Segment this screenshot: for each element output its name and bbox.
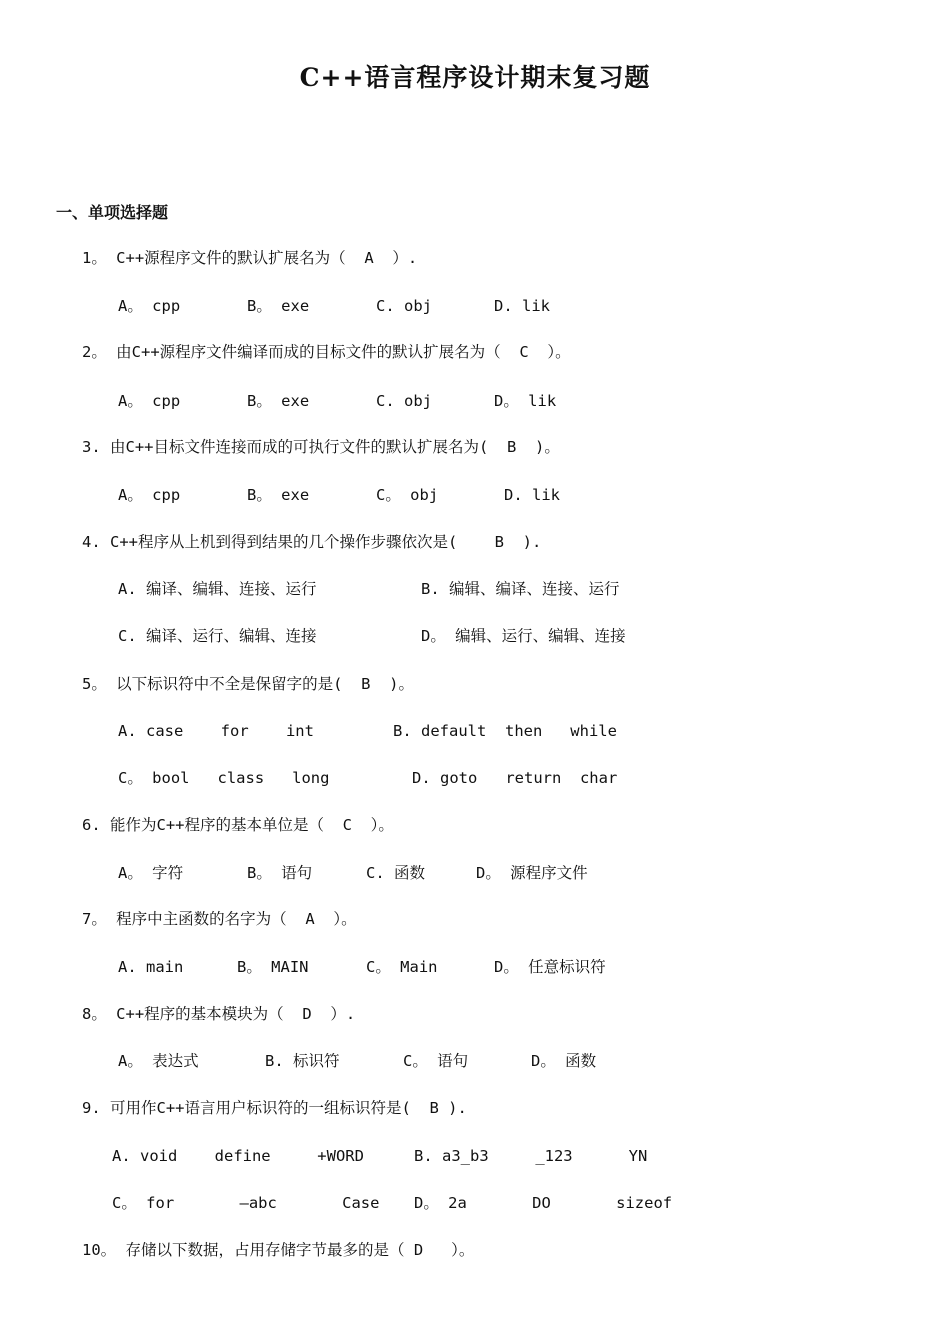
q4-option-c: C. 编译、运行、编辑、连接 [118,627,317,645]
q2-option-b: B。 exe [247,392,310,410]
question-1: 1。 C++源程序文件的默认扩展名为（ A ）. [82,249,418,267]
q9-option-b: B. a3_b3 _123 YN [414,1147,648,1165]
question-6: 6. 能作为C++程序的基本单位是（ C ）。 [82,816,394,834]
q2-option-a: A。 cpp [118,392,181,410]
q5-option-b: B. default then while [393,722,617,740]
q2-option-d: D。 lik [494,392,557,410]
q1-option-d: D. lik [494,297,550,315]
page-title: C++语言程序设计期末复习题 [299,63,651,92]
question-7: 7。 程序中主函数的名字为（ A ）。 [82,910,357,928]
q7-option-d: D。 任意标识符 [494,958,606,976]
q1-option-a: A。 cpp [118,297,181,315]
question-9: 9. 可用作C++语言用户标识符的一组标识符是( B ). [82,1099,467,1117]
q7-option-b: B。 MAIN [237,958,309,976]
q5-option-c: C。 bool class long [118,769,330,787]
q2-option-c: C. obj [376,392,432,410]
q8-option-c: C。 语句 [403,1052,469,1070]
q9-option-d: D。 2a DO sizeof [414,1194,673,1212]
q6-option-c: C. 函数 [366,864,425,882]
q5-option-d: D. goto return char [412,769,618,787]
q4-option-a: A. 编译、编辑、连接、运行 [118,580,317,598]
q8-option-a: A。 表达式 [118,1052,199,1070]
q8-option-b: B. 标识符 [265,1052,340,1070]
q8-option-d: D。 函数 [531,1052,597,1070]
q6-option-a: A。 字符 [118,864,184,882]
q3-option-c: C。 obj [376,486,439,504]
q3-option-b: B。 exe [247,486,310,504]
q3-option-d: D. lik [504,486,560,504]
question-8: 8。 C++程序的基本模块为（ D ）. [82,1005,356,1023]
question-2: 2。 由C++源程序文件编译而成的目标文件的默认扩展名为（ C ）。 [82,343,571,361]
q9-option-a: A. void define +WORD [112,1147,364,1165]
q6-option-d: D。 源程序文件 [476,864,588,882]
section-heading: 一、单项选择题 [56,203,169,222]
question-10: 10。 存储以下数据，占用存储字节最多的是（ D ）。 [82,1241,475,1259]
q6-option-b: B。 语句 [247,864,313,882]
q4-option-d: D。 编辑、运行、编辑、连接 [421,627,626,645]
q4-option-b: B. 编辑、编译、连接、运行 [421,580,620,598]
question-3: 3. 由C++目标文件连接而成的可执行文件的默认扩展名为( B )。 [82,438,560,456]
q3-option-a: A。 cpp [118,486,181,504]
q5-option-a: A. case for int [118,722,314,740]
q7-option-a: A. main [118,958,184,976]
q7-option-c: C。 Main [366,958,438,976]
q1-option-c: C. obj [376,297,432,315]
q9-option-c: C。 for —abc Case [112,1194,380,1212]
question-4: 4. C++程序从上机到得到结果的几个操作步骤依次是( B ). [82,533,542,551]
q1-option-b: B。 exe [247,297,310,315]
question-5: 5。 以下标识符中不全是保留字的是( B )。 [82,675,414,693]
